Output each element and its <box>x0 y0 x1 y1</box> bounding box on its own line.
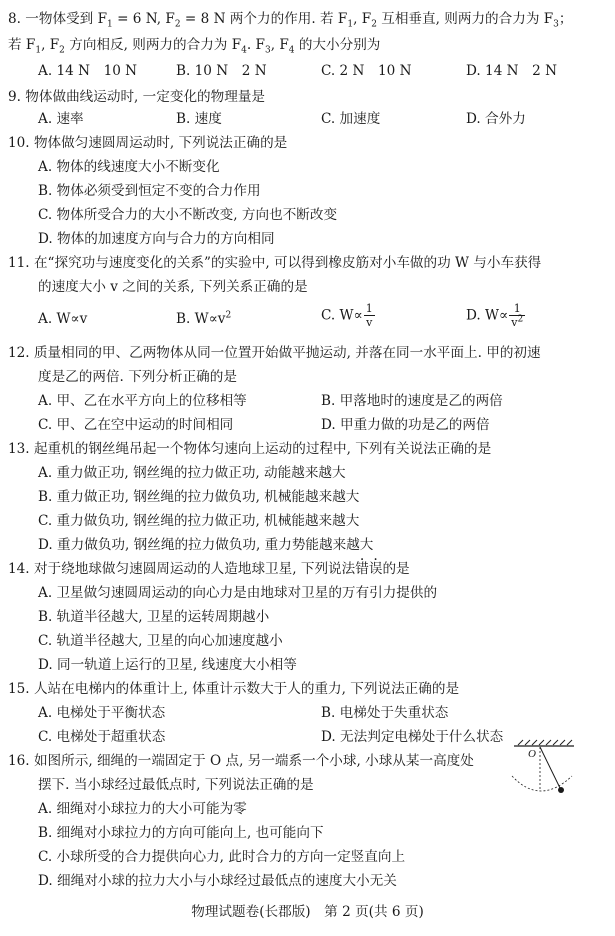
q16-option-d: D. 细绳对小球的拉力大小与小球经过最低点的速度大小无关 <box>38 873 397 889</box>
page-footer: 物理试题卷(长郡版) 第 2 页(共 6 页) <box>191 904 424 920</box>
q8-stem-line1: 8. 一物体受到 $F_1 = 6$ N, $F_2 = 8$ N 两个力的作用. 若 $F_1$, $F_2$ 互相垂直, 则两力的合力为 $F_3$； <box>8 11 573 30</box>
q16-stem-line2: 摆下. 当小球经过最低点时, 下列说法正确的是 <box>38 777 314 793</box>
q13-stem: 13. 起重机的钢丝绳吊起一个物体匀速向上运动的过程中, 下列有关说法正确的是 <box>8 441 492 457</box>
q10-stem: 10. 物体做匀速圆周运动时, 下列说法正确的是 <box>8 135 288 151</box>
q14-option-d: D. 同一轨道上运行的卫星, 线速度大小相等 <box>38 657 297 673</box>
q11-option-c: C. W∝ $\frac{1}{v}$ <box>321 302 373 329</box>
q8-option-c: C. 2 N 10 N <box>321 63 412 79</box>
q13-option-d: D. 重力做负功, 钢丝绳的拉力做负功, 重力势能越来越大 <box>38 537 374 553</box>
q11-option-d-fraction: $\frac{1}{v^2}$ <box>511 302 524 329</box>
q11-option-b: B. $W\propto v^2$ <box>176 310 232 327</box>
q10-option-b: B. 物体必须受到恒定不变的合力作用 <box>38 183 261 199</box>
q16-option-b: B. 细绳对小球拉力的方向可能向上, 也可能向下 <box>38 825 324 841</box>
q15-stem: 15. 人站在电梯内的体重计上, 体重计示数大于人的重力, 下列说法正确的是 <box>8 681 460 697</box>
q13-option-a: A. 重力做正功, 钢丝绳的拉力做正功, 动能越来越大 <box>38 465 346 481</box>
q10-option-d: D. 物体的加速度方向与合力的方向相同 <box>38 231 275 247</box>
q9-stem: 9. 物体做曲线运动时, 一定变化的物理量是 <box>8 89 266 105</box>
q14-emphasis-wu: 误 <box>368 561 383 577</box>
q11-stem-line2: 的速度大小 v 之间的关系, 下列关系正确的是 <box>38 279 308 295</box>
q9-option-d: D. 合外力 <box>466 111 526 127</box>
q13-option-b: B. 重力做正功, 钢丝绳的拉力做负功, 机械能越来越大 <box>38 489 360 505</box>
q16-option-c: C. 小球所受的合力提供向心力, 此时合力的方向一定竖直向上 <box>38 849 406 865</box>
q12-option-b: B. 甲落地时的速度是乙的两倍 <box>321 393 503 409</box>
q14-option-a: A. 卫星做匀速圆周运动的向心力是由地球对卫星的万有引力提供的 <box>38 585 438 601</box>
q12-option-a: A. 甲、乙在水平方向上的位移相等 <box>38 393 247 409</box>
pendulum-figure <box>510 738 602 812</box>
q12-stem-line2: 度是乙的两倍. 下列分析正确的是 <box>38 369 237 385</box>
q11-option-c-fraction: $\frac{1}{v}$ <box>365 302 373 329</box>
q8-option-d: D. 14 N 2 N <box>466 63 558 79</box>
q15-option-b: B. 电梯处于失重状态 <box>321 705 449 721</box>
q15-option-c: C. 电梯处于超重状态 <box>38 729 166 745</box>
q11-option-d: D. W∝ $\frac{1}{v^2}$ <box>466 302 524 329</box>
q15-option-a: A. 电梯处于平衡状态 <box>38 705 166 721</box>
pivot-label-o: O <box>528 748 536 760</box>
q8-stem-line2: 若 $F_1$, $F_2$ 方向相反, 则两力的合力为 $F_4$. $F_3$, $F_4$ 的大小分别为 <box>8 37 381 56</box>
q10-option-a: A. 物体的线速度大小不断变化 <box>38 159 220 175</box>
q9-option-a: A. 速率 <box>38 111 84 127</box>
q11-stem-line1: 11. 在“探究功与速度变化的关系”的实验中, 可以得到橡皮筋对小车做的功 W 与小车获得 <box>8 255 542 271</box>
q14-option-c: C. 轨道半径越大, 卫星的向心加速度越小 <box>38 633 283 649</box>
ball-icon <box>558 787 564 793</box>
rope-line <box>540 747 560 788</box>
q15-option-d: D. 无法判定电梯处于什么状态 <box>321 729 504 745</box>
q16-option-a: A. 细绳对小球拉力的大小可能为零 <box>38 801 247 817</box>
q16-stem-line1: 16. 如图所示, 细绳的一端固定于 O 点, 另一端系一个小球, 小球从某一高度处 <box>8 753 474 769</box>
q13-option-c: C. 重力做负功, 钢丝绳的拉力做正功, 机械能越来越大 <box>38 513 360 529</box>
ceiling-hatching <box>518 740 572 745</box>
q12-stem-line1: 12. 质量相同的甲、乙两物体从同一位置开始做平抛运动, 并落在同一水平面上. 甲的初速 <box>8 345 541 361</box>
q12-option-d: D. 甲重力做的功是乙的两倍 <box>321 417 490 433</box>
q14-stem: 14. 对于绕地球做匀速圆周运动的人造地球卫星, 下列说法错误的是 <box>8 561 410 577</box>
q14-emphasis-cuo: 错 <box>355 561 369 577</box>
q9-option-b: B. 速度 <box>176 111 222 127</box>
q8-option-b: B. 10 N 2 N <box>176 63 267 79</box>
q9-option-c: C. 加速度 <box>321 111 381 127</box>
q8-option-a: A. 14 N 10 N <box>38 63 138 79</box>
q12-option-c: C. 甲、乙在空中运动的时间相同 <box>38 417 234 433</box>
q14-option-b: B. 轨道半径越大, 卫星的运转周期越小 <box>38 609 270 625</box>
q11-option-a: A. W∝v <box>38 311 88 327</box>
q10-option-c: C. 物体所受合力的大小不断改变, 方向也不断改变 <box>38 207 338 223</box>
